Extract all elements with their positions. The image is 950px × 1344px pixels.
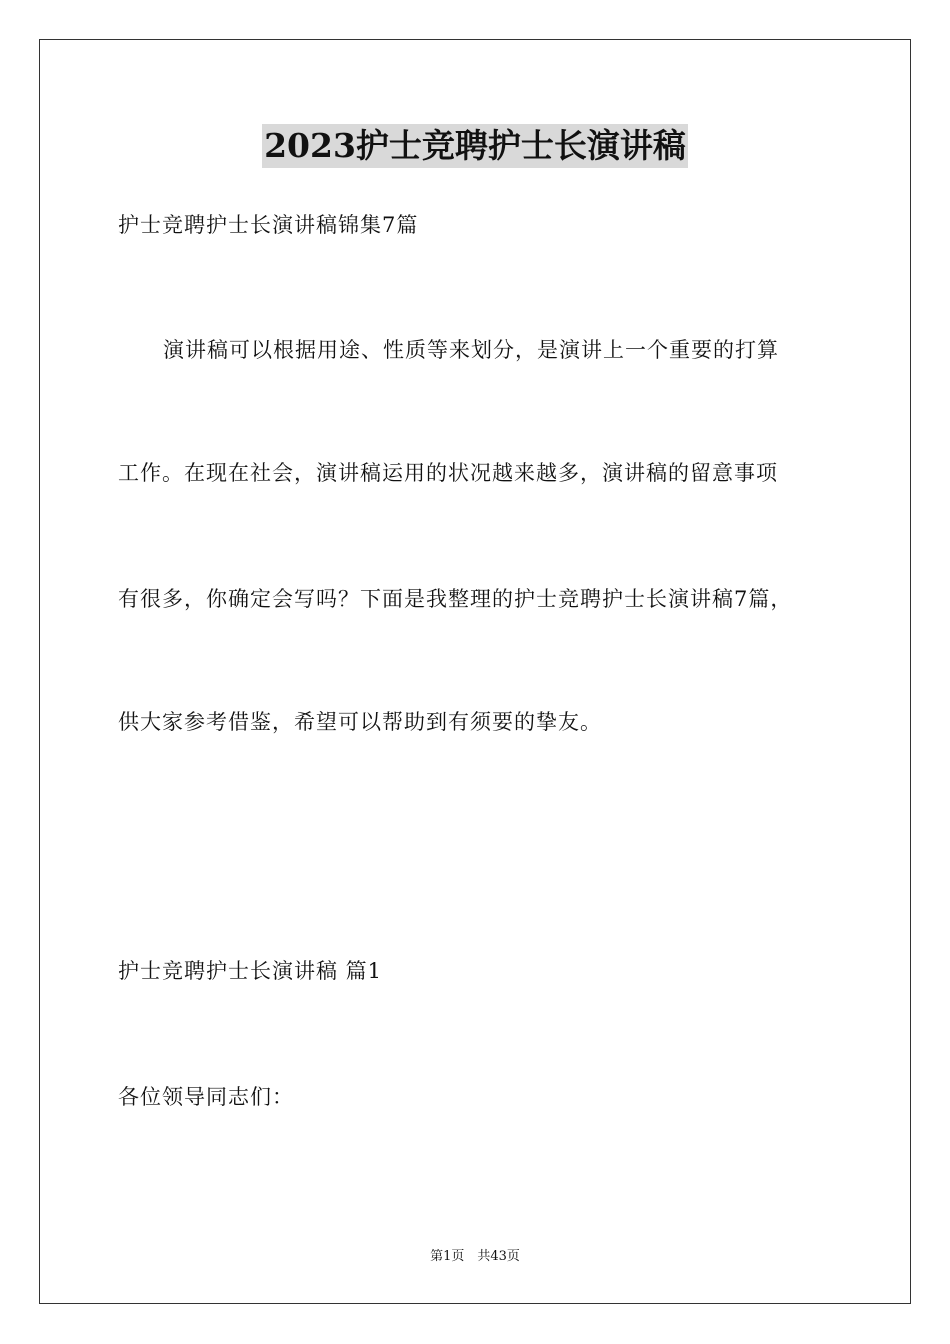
intro-line-2: 工作。在现在社会，演讲稿运用的状况越来越多，演讲稿的留意事项	[118, 461, 778, 485]
document-title: 2023护士竞聘护士长演讲稿	[262, 124, 688, 168]
intro-line-1: 演讲稿可以根据用途、性质等来划分，是演讲上一个重要的打算	[163, 338, 779, 362]
document-title-container	[0, 124, 950, 168]
intro-line-3: 有很多，你确定会写吗？下面是我整理的护士竞聘护士长演讲稿7篇，	[118, 587, 793, 611]
document-subtitle: 护士竞聘护士长演讲稿锦集7篇	[118, 213, 419, 237]
section-heading: 护士竞聘护士长演讲稿 篇1	[118, 959, 383, 983]
greeting: 各位领导同志们：	[118, 1085, 294, 1109]
page-footer: 第1页 共43页	[430, 1249, 520, 1264]
intro-line-4: 供大家参考借鉴，希望可以帮助到有须要的挚友。	[118, 710, 602, 734]
